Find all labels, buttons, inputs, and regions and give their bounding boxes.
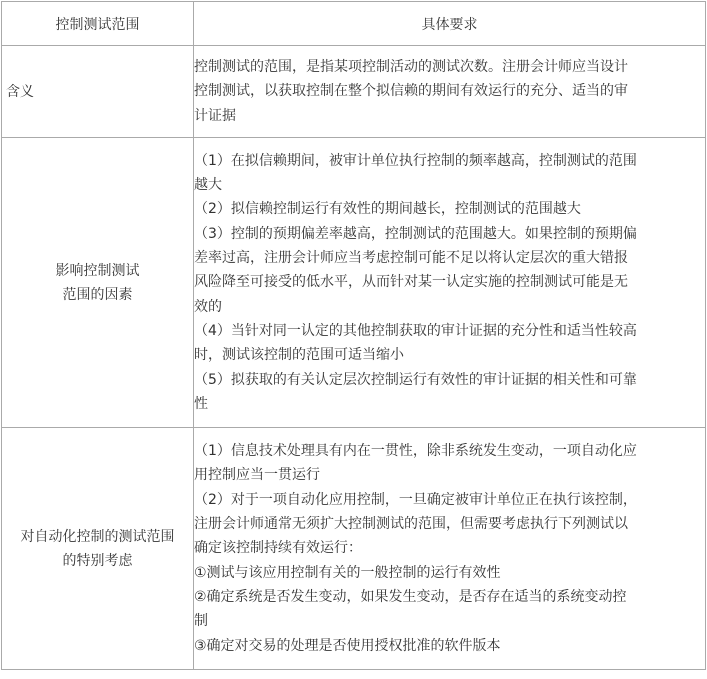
- content-line: （1）信息技术处理具有内在一贯性，除非系统发生变动，一项自动化应: [194, 443, 637, 460]
- content-line: 控制测试的范围，是指某项控制活动的测试次数。注册会计师应当设计: [194, 59, 628, 76]
- content-line: （1）在拟信赖期间，被审计单位执行控制的频率越高，控制测试的范围: [194, 152, 637, 169]
- label-line: 影响控制测试: [55, 262, 140, 279]
- row-label-automated: [2, 428, 194, 670]
- content-line: 风险降至可接受的低水平，从而针对某一认定实施的控制测试可能是无: [194, 274, 628, 291]
- content-line: （5）拟获取的有关认定层次控制运行有效性的审计证据的相关性和可靠: [194, 371, 637, 388]
- content-line: 确定该控制持续有效运行：: [194, 540, 362, 557]
- content-line: 越大: [194, 177, 222, 194]
- table-header-row: [2, 2, 706, 46]
- row-content-factors: [194, 138, 706, 428]
- content-line: （3）控制的预期偏差率越高，控制测试的范围越大。如果控制的预期偏: [194, 225, 637, 242]
- control-test-scope-table: [1, 1, 706, 670]
- content-line: ①测试与该应用控制有关的一般控制的运行有效性: [194, 564, 501, 581]
- content-line: 注册会计师通常无须扩大控制测试的范围，但需要考虑执行下列测试以: [194, 516, 628, 533]
- content-line: 差率过高，注册会计师应当考虑控制可能不足以将认定层次的重大错报: [194, 250, 628, 267]
- row-label-meaning: 含义: [2, 46, 194, 138]
- row-label-factors: [2, 138, 194, 428]
- row-content-automated: [194, 428, 706, 670]
- content-line: 效的: [194, 298, 222, 315]
- row-content-meaning: [194, 46, 706, 138]
- table-row: [2, 46, 706, 138]
- content-line: 用控制应当一贯运行: [194, 467, 320, 484]
- header-cell-requirements: 具体要求: [194, 2, 706, 46]
- table-row: [2, 138, 706, 428]
- label-line: 范围的因素: [62, 286, 133, 303]
- label-line: 对自动化控制的测试范围: [20, 528, 175, 545]
- content-line: 控制测试，以获取控制在整个拟信赖的期间有效运行的充分、适当的审: [194, 83, 628, 100]
- content-line: 时，测试该控制的范围可适当缩小: [194, 347, 404, 364]
- table-row: [2, 428, 706, 670]
- content-line: ②确定系统是否发生变动，如果发生变动，是否存在适当的系统变动控: [194, 588, 627, 605]
- content-line: 制: [194, 613, 208, 630]
- label-line: 的特别考虑: [62, 552, 133, 569]
- content-line: 计证据: [194, 107, 236, 124]
- content-line: （2）对于一项自动化应用控制，一旦确定被审计单位正在执行该控制，: [194, 491, 637, 508]
- content-line: （4）当针对同一认定的其他控制获取的审计证据的充分性和适当性较高: [194, 322, 637, 339]
- content-line: ③确定对交易的处理是否使用授权批准的软件版本: [194, 637, 501, 654]
- header-cell-scope: 控制测试范围: [2, 2, 194, 46]
- content-line: 性: [194, 395, 208, 412]
- content-line: （2）拟信赖控制运行有效性的期间越长，控制测试的范围越大: [194, 201, 581, 218]
